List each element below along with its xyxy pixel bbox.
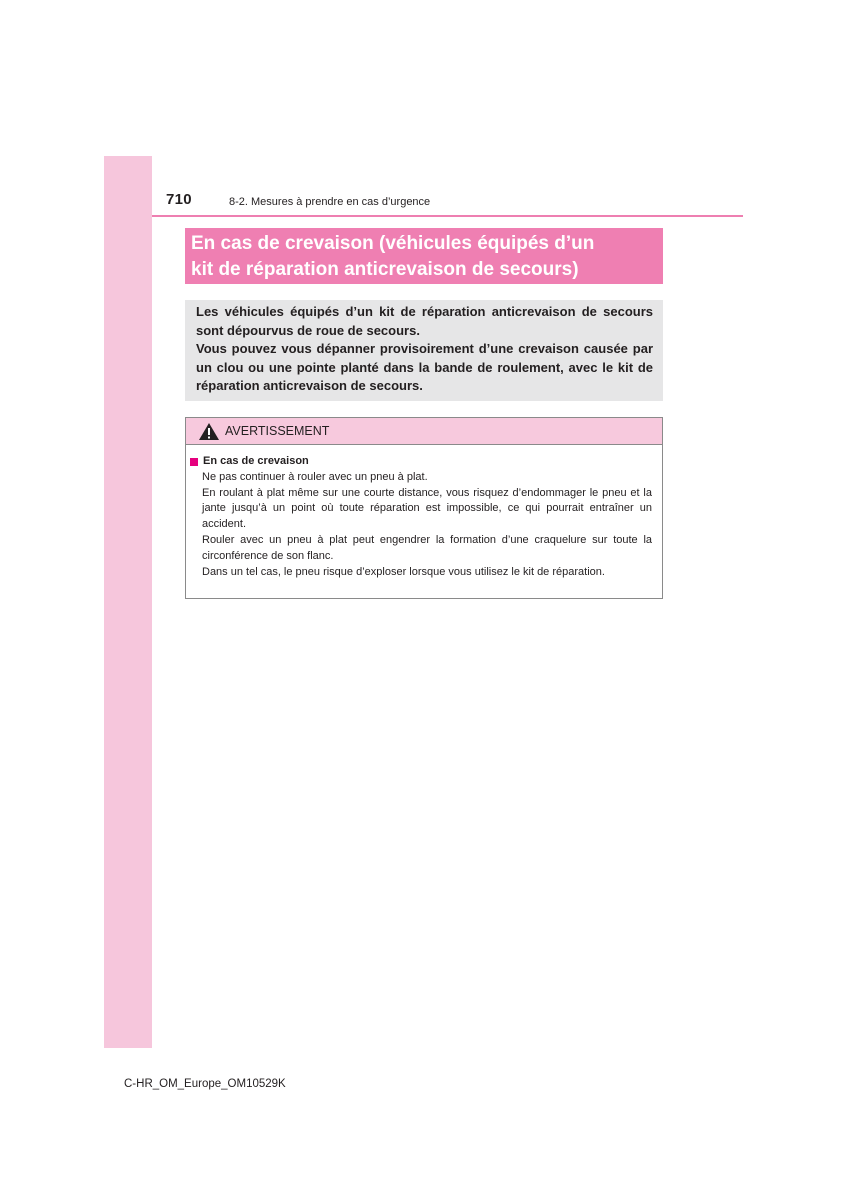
- warning-item-heading: [190, 454, 652, 470]
- warning-line: Ne pas continuer à rouler avec un pneu à plat.: [202, 470, 428, 483]
- page-title: [185, 228, 663, 284]
- side-band: [104, 156, 152, 1048]
- warning-triangle-icon: [198, 422, 220, 441]
- page-number: 710: [166, 191, 192, 208]
- warning-line: Rouler avec un pneu à plat peut engendrer la formation d’une craquelure sur toute la circonférence de son flanc.: [202, 533, 652, 562]
- warning-header: [186, 418, 662, 445]
- warning-text: [202, 470, 652, 581]
- footer-code: C-HR_OM_Europe_OM10529K: [124, 1078, 286, 1090]
- warning-item-title: En cas de crevaison: [203, 455, 309, 467]
- warning-body: [186, 445, 662, 580]
- warning-label: AVERTISSEMENT: [225, 424, 330, 438]
- section-heading: 8-2. Mesures à prendre en cas d’urgence: [229, 196, 431, 208]
- page-title-line-2: kit de réparation anticrevaison de secours): [191, 259, 579, 280]
- square-bullet-icon: [190, 458, 198, 466]
- warning-line: En roulant à plat même sur une courte distance, vous risquez d’endommager le pneu et la jante jusqu’à un point où toute réparation est impossible, ce qui pourrait entraîner un accident.: [202, 486, 652, 531]
- warning-line: Dans un tel cas, le pneu risque d’exploser lorsque vous utilisez le kit de réparation.: [202, 565, 605, 578]
- page-title-line-1: En cas de crevaison (véhicules équipés d’un: [191, 233, 595, 254]
- intro-paragraph-1: Les véhicules équipés d’un kit de réparation anticrevaison de secours sont dépourvus de roue de secours.: [196, 304, 653, 338]
- intro-paragraph-2: Vous pouvez vous dépanner provisoirement d’une crevaison causée par un clou ou une pointe planté dans la bande de roulement, avec le kit de réparation anticrevaison de secours.: [196, 341, 653, 393]
- header-rule: [152, 215, 743, 217]
- intro-box: [185, 300, 663, 401]
- warning-box: [185, 417, 663, 599]
